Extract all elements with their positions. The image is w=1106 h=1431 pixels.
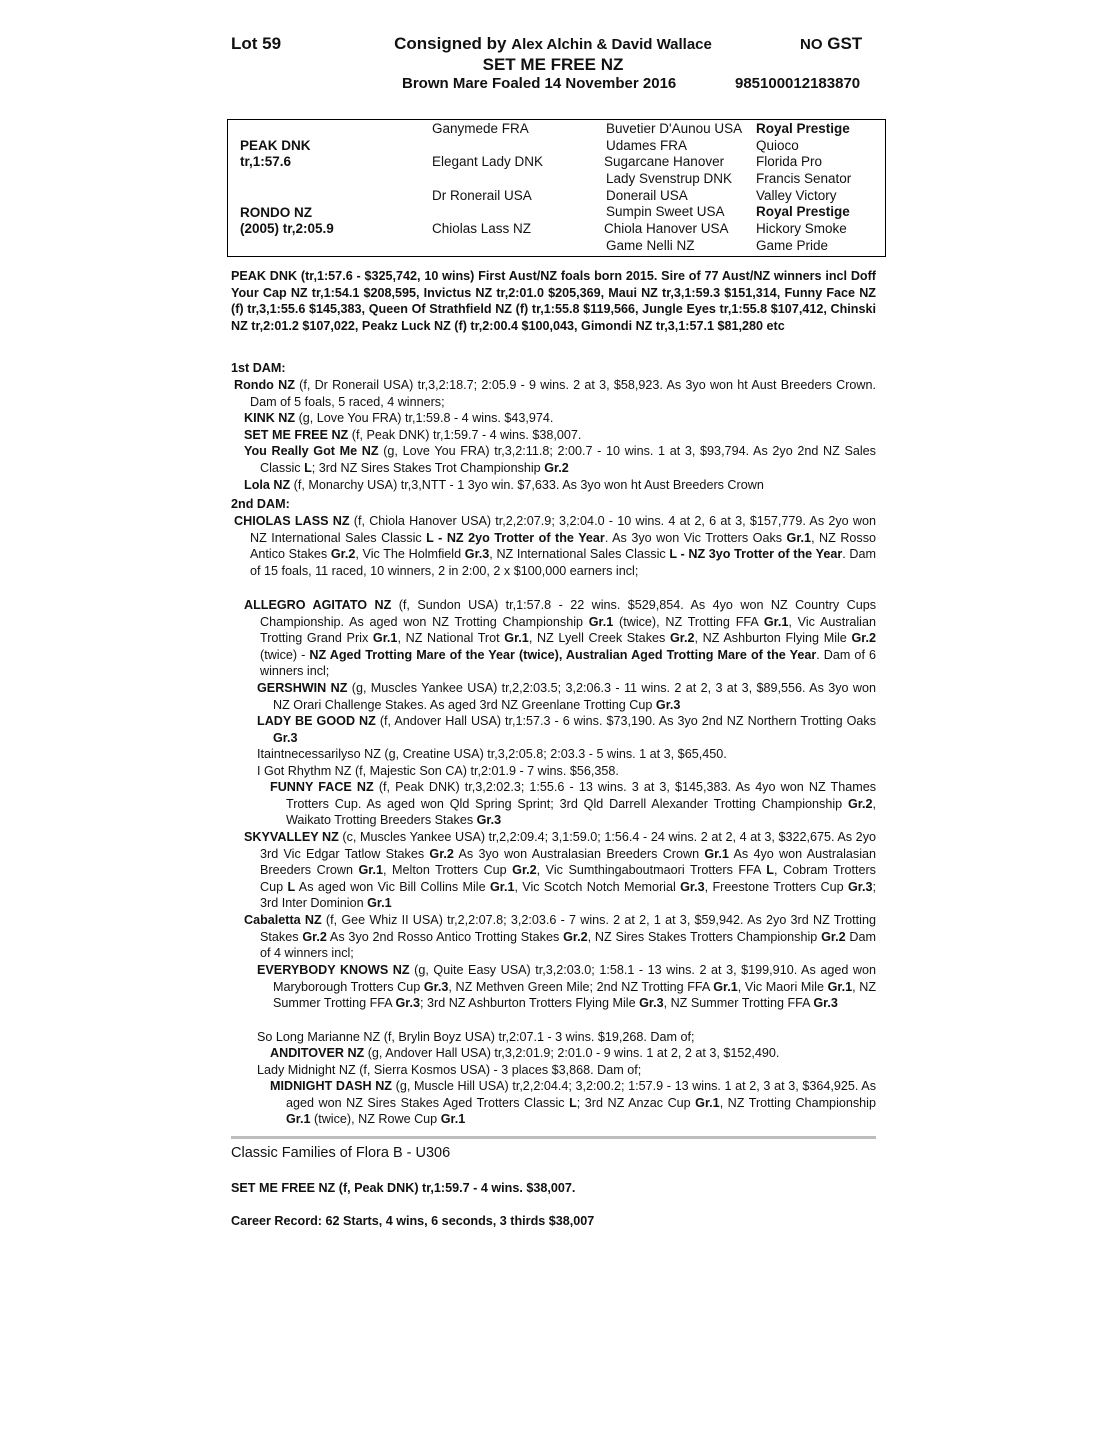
progeny-kink: KINK NZ (g, Love You FRA) tr,1:59.8 - 4 wins. $43,974.	[244, 411, 554, 425]
pedigree-dsd: Sumpin Sweet USA	[606, 204, 725, 219]
horse-name-kink: KINK NZ	[244, 411, 296, 425]
pedigree-g5: Valley Victory	[756, 188, 837, 203]
progeny-cabaletta: Cabaletta NZ (f, Gee Whiz II USA) tr,2,2:07.8; 3,2:03.6 - 7 wins. 2 at 2, 1 at 3, $59,942. As 2yo 3rd NZ Trotting Stakes Gr.2 As 3yo 2nd Rosso Antico Trotting Stakes Gr.2, NZ Sires Stakes Trotters Championship Gr.2 Dam of 4 winners incl;	[244, 913, 877, 961]
progeny-funny-face: FUNNY FACE NZ (f, Peak DNK) tr,3,2:02.3; 1:55.6 - 13 wins. 3 at 3, $145,383. As 4yo won NZ Thames Trotters Cup. As aged won Qld Spring Sprint; 3rd Qld Darrell Alexander Trotting Championship Gr.2, Waikato Trotting Breeders Stakes Gr.3	[270, 780, 876, 828]
progeny-gershwin: GERSHWIN NZ (g, Muscles Yankee USA) tr,2,2:03.5; 3,2:06.3 - 11 wins. 2 at 2, 3 at 3, $89,556. As 3yo won NZ Orari Challenge Stakes. As aged 3rd NZ Greenlane Trotting Cup Gr.3	[257, 681, 876, 712]
progeny-you-really-got-me: You Really Got Me NZ (g, Love You FRA) tr,3,2:11.8; 2:00.7 - 10 wins. 1 at 3, $93,794. As 2yo 2nd NZ Sales Classic L; 3rd NZ Sires Stakes Trot Championship Gr.2	[244, 444, 876, 475]
family-line: Classic Families of Flora B - U306	[231, 1145, 451, 1161]
horse-name-cabaletta: Cabaletta NZ	[244, 913, 322, 927]
lot-number: Lot 59	[231, 34, 282, 53]
horse-name-you-really-got-me: You Really Got Me NZ	[244, 444, 379, 458]
horse-name-everybody-knows: EVERYBODY KNOWS NZ	[257, 963, 410, 977]
progeny-lola: Lola NZ (f, Monarchy USA) tr,3,NTT - 1 3yo win. $7,633. As 3yo won ht Aust Breeders Crown	[244, 478, 764, 492]
microchip-number: 985100012183870	[735, 75, 861, 92]
progeny-everybody-knows: EVERYBODY KNOWS NZ (g, Quite Easy USA) tr,3,2:03.0; 1:58.1 - 13 wins. 2 at 3, $199,910. As aged won Maryborough Trotters Cup Gr.3, NZ Methven Green Mile; 2nd NZ Trotting FFA Gr.1, Vic Maori Mile Gr.1, NZ Summer Trotting FFA Gr.3; 3rd NZ Ashburton Trotters Flying Mile Gr.3, NZ Summer Trotting FFA Gr.3	[257, 963, 877, 1011]
pedigree-sds: Sugarcane Hanover	[604, 154, 725, 169]
first-dam-heading: 1st DAM:	[231, 361, 286, 375]
career-record: Career Record: 62 Starts, 4 wins, 6 seconds, 3 thirds $38,007	[231, 1214, 595, 1228]
pedigree-sd: Elegant Lady DNK	[432, 154, 544, 169]
horse-name-lady-be-good: LADY BE GOOD NZ	[257, 714, 376, 728]
progeny-lady-midnight: Lady Midnight NZ (f, Sierra Kosmos USA) - 3 places $3,868. Dam of;	[257, 1063, 642, 1077]
dam-rondo: Rondo NZ (f, Dr Ronerail USA) tr,3,2:18.7; 2:05.9 - 9 wins. 2 at 3, $58,923. As 3yo won ht Aust Breeders Crown. Dam of 5 foals, 5 raced, 4 winners;	[234, 378, 877, 409]
consigned-label: Consigned by	[394, 34, 507, 53]
progeny-midnight-dash: MIDNIGHT DASH NZ (g, Muscle Hill USA) tr,2,2:04.4; 3,2:00.2; 1:57.9 - 13 wins. 1 at 2, 3 at 3, $364,925. As aged won NZ Sires Stakes Aged Trotters Classic L; 3rd NZ Anzac Cup Gr.1, NZ Trotting Championship Gr.1 (twice), NZ Rowe Cup Gr.1	[270, 1079, 876, 1127]
pedigree-g7: Hickory Smoke	[756, 221, 847, 236]
progeny-i-got-rhythm: I Got Rhythm NZ (f, Majestic Son CA) tr,2:01.9 - 7 wins. $56,358.	[257, 764, 619, 778]
pedigree-sire-record: tr,1:57.6	[240, 154, 292, 169]
gst-status	[800, 34, 862, 54]
pedigree-dds: Chiola Hanover USA	[604, 221, 729, 236]
progeny-skyvalley: SKYVALLEY NZ (c, Muscles Yankee USA) tr,2,2:09.4; 3,1:59.0; 1:56.4 - 24 wins. 2 at 2, 4 at 3, $322,675. As 2yo 3rd Vic Edgar Tatlow Stakes Gr.2 As 3yo won Australasian Breeders Crown Gr.1 As 4yo won Australasian Breeders Crown Gr.1, Melton Trotters Cup Gr.2, Vic Sumthingaboutmaori Trotters FFA L, Cobram Trotters Cup L As aged won Vic Bill Collins Mile Gr.1, Vic Scotch Notch Memorial Gr.3, Freestone Trotters Cup Gr.3; 3rd Inter Dominion Gr.1	[244, 830, 877, 911]
consigned-line	[380, 34, 726, 54]
progeny-set-me-free: SET ME FREE NZ (f, Peak DNK) tr,1:59.7 - 4 wins. $38,007.	[244, 428, 582, 442]
horse-name-lola: Lola NZ	[244, 478, 291, 492]
pedigree-sdd: Lady Svenstrup DNK	[606, 171, 733, 186]
second-dam-heading: 2nd DAM:	[231, 497, 290, 511]
pedigree-g3: Florida Pro	[756, 154, 823, 169]
pedigree-sss: Buvetier D'Aunou USA	[606, 121, 743, 136]
pedigree-sire: PEAK DNK	[240, 138, 311, 153]
horse-name-rondo: Rondo NZ	[234, 378, 295, 392]
gst-label: GST	[827, 34, 863, 53]
horse-name-gershwin: GERSHWIN NZ	[257, 681, 348, 695]
progeny-anditover: ANDITOVER NZ (g, Andover Hall USA) tr,3,2:01.9; 2:01.0 - 9 wins. 1 at 2, 2 at 3, $152,490.	[270, 1046, 780, 1060]
header-center	[380, 34, 726, 75]
horse-name-allegro-agitato: ALLEGRO AGITATO NZ	[244, 598, 392, 612]
pedigree-g6: Royal Prestige	[756, 204, 850, 219]
pedigree-g4: Francis Senator	[756, 171, 852, 186]
pedigree-ds: Dr Ronerail USA	[432, 188, 532, 203]
consignor-names: Alex Alchin & David Wallace	[511, 36, 712, 53]
progeny-lady-be-good: LADY BE GOOD NZ (f, Andover Hall USA) tr,1:57.3 - 6 wins. $73,190. As 3yo 2nd NZ Northern Trotting Oaks Gr.3	[257, 714, 876, 745]
gst-no: NO	[800, 36, 823, 53]
dam-chiolas-lass: CHIOLAS LASS NZ (f, Chiola Hanover USA) tr,2,2:07.9; 3,2:04.0 - 10 wins. 4 at 2, 6 at 3, $157,779. As 2yo won NZ International Sales Classic L - NZ 2yo Trotter of the Year. As 3yo won Vic Trotters Oaks Gr.1, NZ Rosso Antico Stakes Gr.2, Vic The Holmfield Gr.3, NZ International Sales Classic L - NZ 3yo Trotter of the Year. Dam of 15 foals, 11 raced, 10 winners, 2 in 2:00, 2 x $100,000 earners incl;	[234, 514, 877, 578]
horse-name: SET ME FREE NZ	[482, 55, 624, 74]
horse-name-set-me-free: SET ME FREE NZ	[244, 428, 349, 442]
section-divider	[231, 1136, 876, 1139]
progeny-so-long-marianne: So Long Marianne NZ (f, Brylin Boyz USA) tr,2:07.1 - 3 wins. $19,268. Dam of;	[257, 1030, 695, 1044]
pedigree-dd: Chiolas Lass NZ	[432, 221, 532, 236]
horse-name-skyvalley: SKYVALLEY NZ	[244, 830, 339, 844]
lot-summary: SET ME FREE NZ (f, Peak DNK) tr,1:59.7 - 4 wins. $38,007.	[231, 1181, 576, 1195]
pedigree-g2: Quioco	[756, 138, 799, 153]
progeny-allegro-agitato: ALLEGRO AGITATO NZ (f, Sundon USA) tr,1:57.8 - 22 wins. $529,854. As 4yo won NZ Country Cups Championship. As aged won NZ Trotting Championship Gr.1 (twice), NZ Trotting FFA Gr.1, Vic Australian Trotting Grand Prix Gr.1, NZ National Trot Gr.1, NZ Lyell Creek Stakes Gr.2, NZ Ashburton Flying Mile Gr.2 (twice) - NZ Aged Trotting Mare of the Year (twice), Australian Aged Trotting Mare of the Year. Dam of 6 winners incl;	[244, 598, 876, 679]
horse-name-midnight-dash: MIDNIGHT DASH NZ	[270, 1079, 392, 1093]
horse-name-anditover: ANDITOVER NZ	[270, 1046, 365, 1060]
pedigree-g8: Game Pride	[756, 238, 829, 253]
pedigree-ssd: Udames FRA	[606, 138, 688, 153]
pedigree-g1: Royal Prestige	[756, 121, 850, 136]
horse-name-chiolas-lass: CHIOLAS LASS NZ	[234, 514, 350, 528]
progeny-itaintnecessarilyso: Itaintnecessarilyso NZ (g, Creatine USA) tr,3,2:05.8; 2:03.3 - 5 wins. 1 at 3, $65,450.	[257, 747, 727, 761]
pedigree-ss: Ganymede FRA	[432, 121, 529, 136]
pedigree-ddd: Game Nelli NZ	[606, 238, 695, 253]
sire-summary: PEAK DNK (tr,1:57.6 - $325,742, 10 wins) First Aust/NZ foals born 2015. Sire of 77 Aust/NZ winners incl Doff Your Cap NZ tr,1:54.1 $208,595, Invictus NZ tr,2:01.0 $205,369, Maui NZ tr,3,1:59.3 $151,314, Funny Face NZ (f) tr,3,1:55.6 $145,383, Queen Of Strathfield NZ (f) tr,1:55.8 $119,566, Jungle Eyes tr,1:55.8 $107,412, Chinski NZ tr,2:01.2 $107,022, Peakz Luck NZ (f) tr,2:00.4 $100,043, Gimondi NZ tr,3,1:57.1 $81,280 etc	[231, 269, 876, 333]
horse-description: Brown Mare Foaled 14 November 2016	[402, 75, 677, 92]
pedigree-dam-record: (2005) tr,2:05.9	[240, 221, 334, 236]
horse-name-funny-face: FUNNY FACE NZ	[270, 780, 374, 794]
pedigree-dam: RONDO NZ	[240, 205, 312, 220]
pedigree-dss: Donerail USA	[606, 188, 688, 203]
